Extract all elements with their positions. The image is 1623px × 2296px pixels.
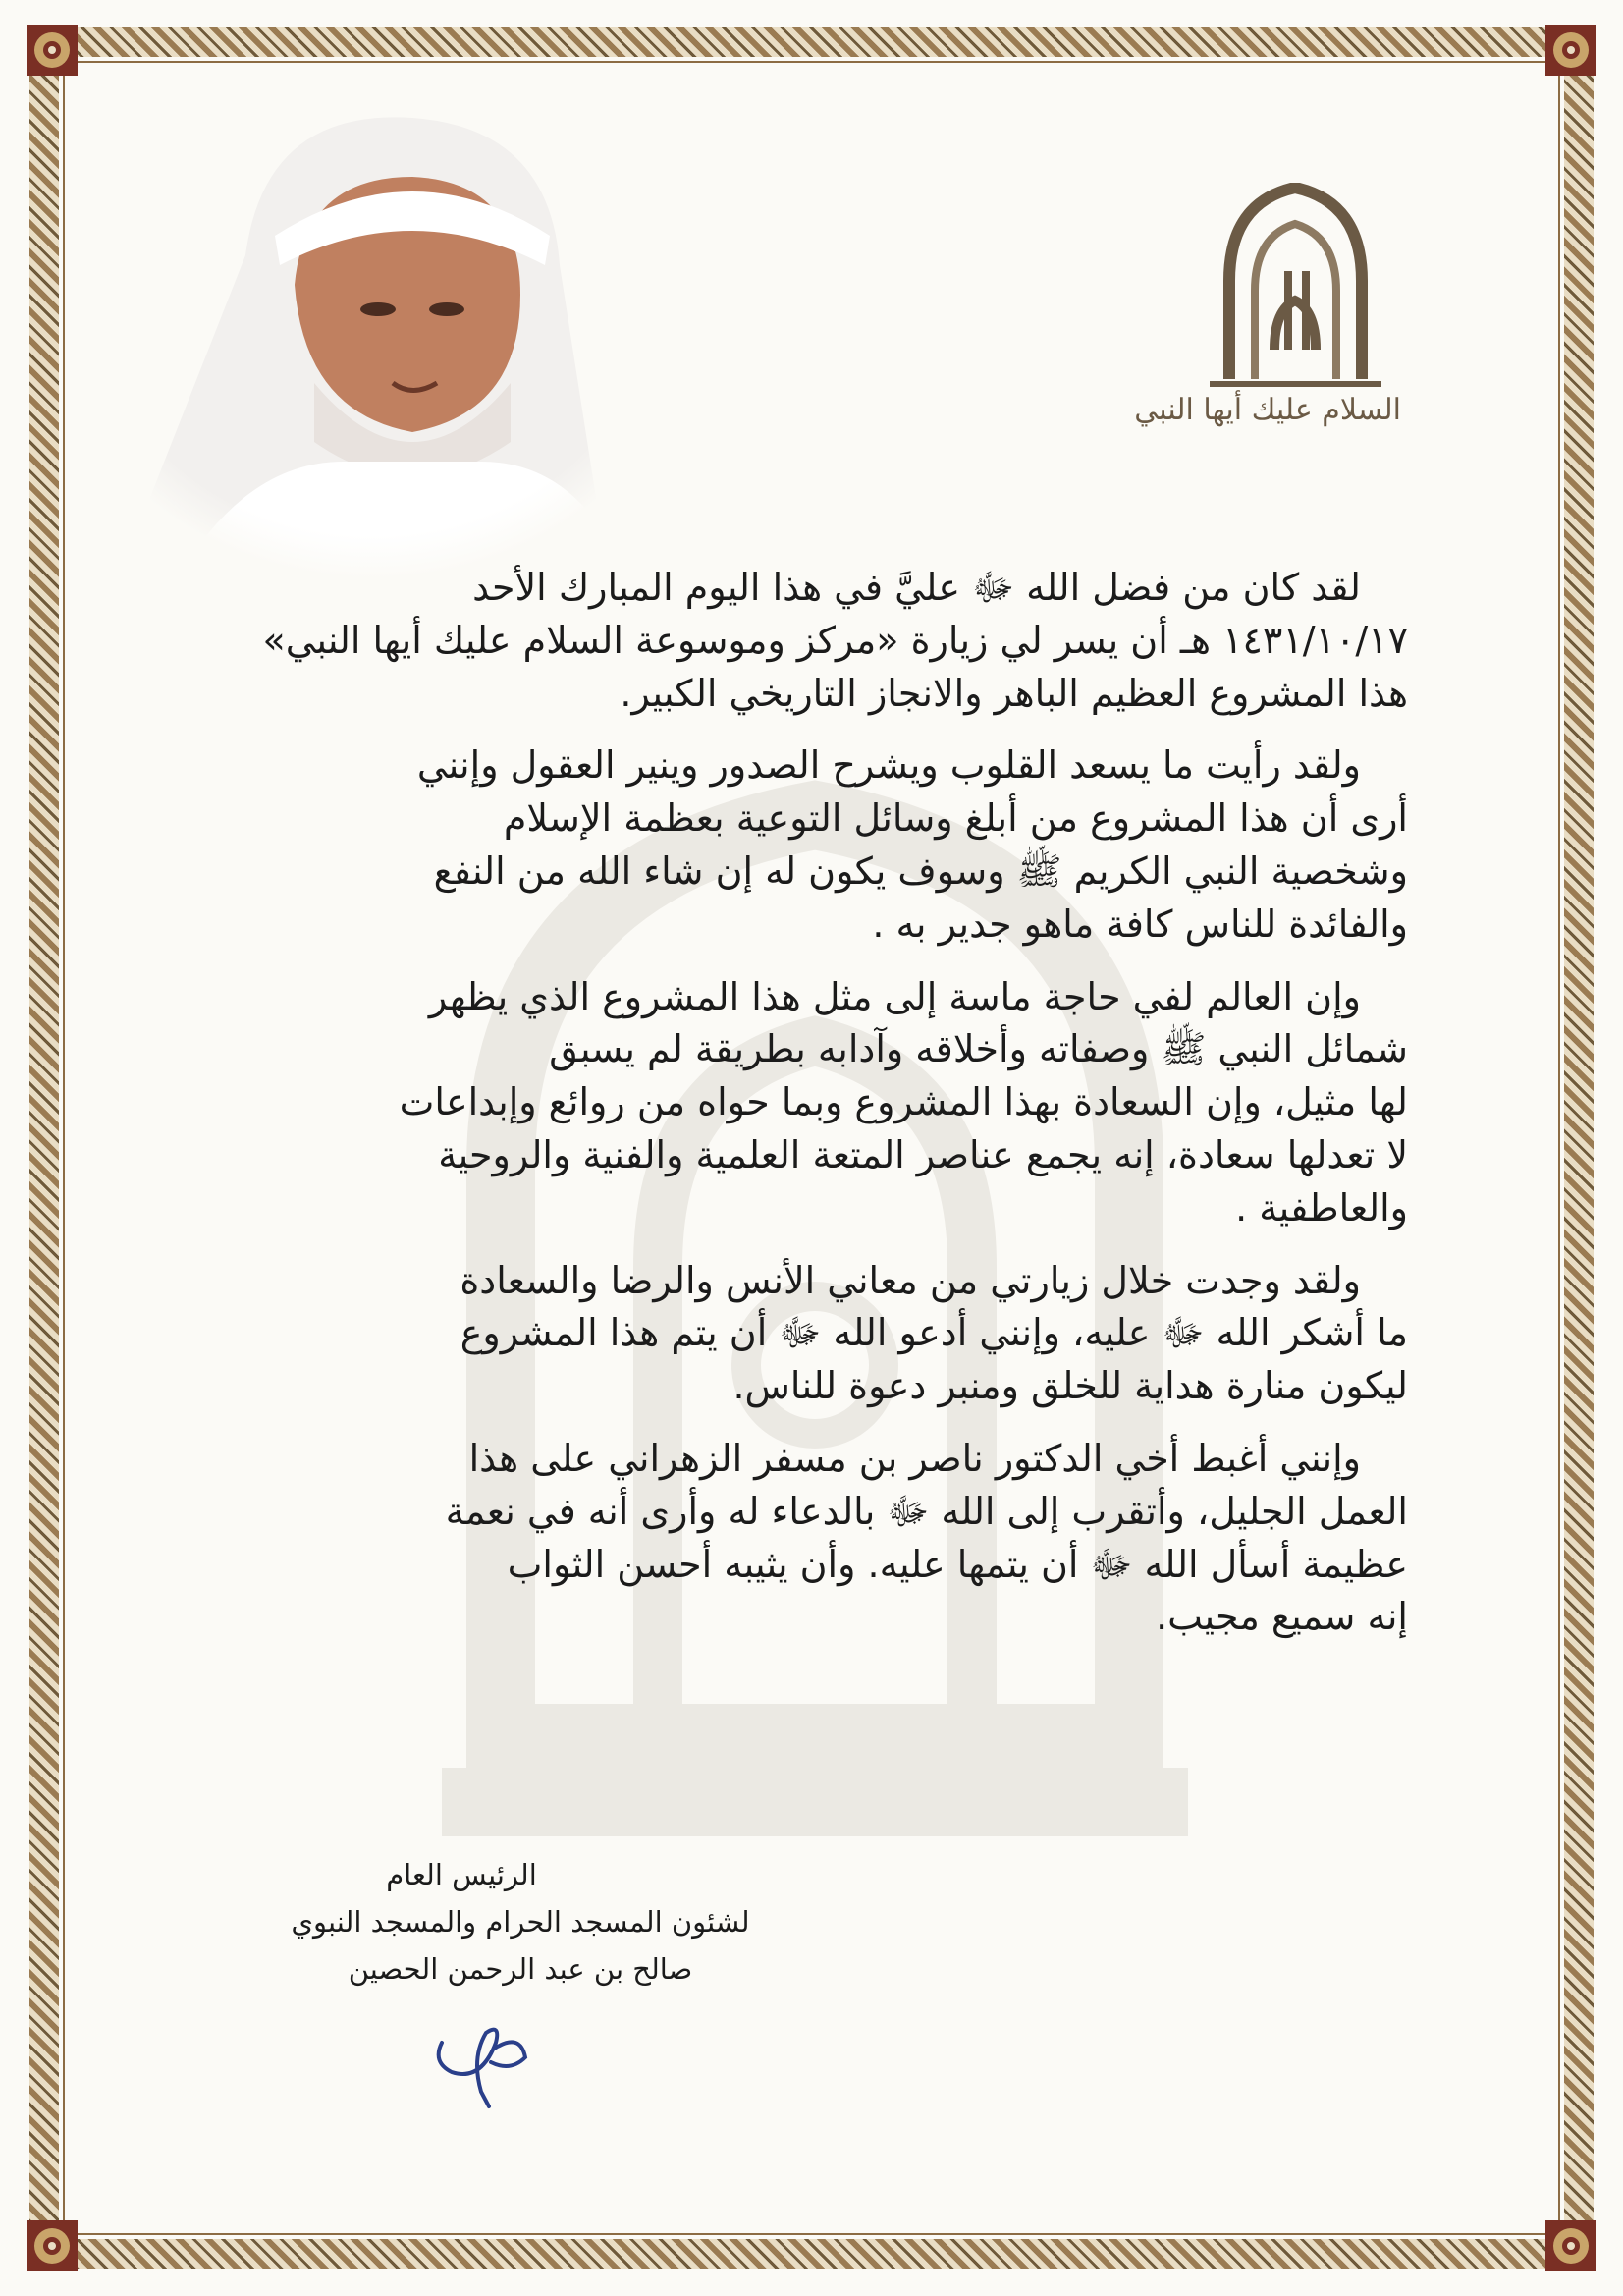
- text-line: لقد كان من فضل الله ﷻ عليَّ في هذا اليوم المبارك الأحد: [472, 566, 1361, 609]
- center-logo: [1134, 183, 1401, 463]
- signatory-title: الرئيس العام: [386, 1858, 537, 1891]
- paragraph-5: [208, 1433, 1408, 1644]
- corner-ornament-icon: [1542, 2217, 1599, 2274]
- text-line: إنه سميع مجيب.: [1156, 1595, 1408, 1639]
- text-line: ١٤٣١/١٠/١٧ هـ أن يسر لي زيارة «مركز وموسوعة السلام عليك أيها النبي»: [262, 618, 1408, 662]
- text-line: ولقد رأيت ما يسعد القلوب ويشرح الصدور وينير العقول وإنني: [416, 743, 1361, 788]
- signatory-office: لشئون المسجد الحرام والمسجد النبوي: [291, 1905, 750, 1939]
- text-line: والفائدة للناس كافة ماهو جدير به .: [872, 902, 1408, 946]
- paragraph-4: [208, 1255, 1408, 1413]
- letter-body: [208, 562, 1408, 1664]
- signatory-name: صالح بن عبد الرحمن الحصين: [348, 1952, 693, 1986]
- text-line: العمل الجليل، وأتقرب إلى الله ﷻ بالدعاء له وأرى أنه في نعمة: [445, 1489, 1408, 1533]
- corner-ornament-icon: [24, 22, 81, 79]
- text-line: ليكون منارة هداية للخلق ومنبر دعوة للناس.: [732, 1364, 1408, 1408]
- text-line: وإنني أغبط أخي الدكتور ناصر بن مسفر الزهراني على هذا: [468, 1436, 1361, 1480]
- text-line: ولقد وجدت خلال زيارتي من معاني الأنس والرضا والسعادة: [460, 1258, 1361, 1302]
- corner-ornament-icon: [24, 2217, 81, 2274]
- paragraph-2: [208, 739, 1408, 951]
- signature-block: [265, 1851, 776, 1993]
- text-line: أرى أن هذا المشروع من أبلغ وسائل التوعية بعظمة الإسلام: [503, 796, 1408, 841]
- text-line: لها مثيل، وإن السعادة بهذا المشروع وبما حواه من روائع وإبداعات: [399, 1080, 1408, 1124]
- paragraph-1: [208, 562, 1408, 720]
- portrait-photo: [98, 88, 648, 579]
- text-line: وإن العالم لفي حاجة ماسة إلى مثل هذا المشروع الذي يظهر: [428, 974, 1361, 1018]
- text-line: عظيمة أسأل الله ﷻ أن يتمها عليه. وأن يثيبه أحسن الثواب: [507, 1542, 1408, 1586]
- handwritten-signature: [412, 2003, 550, 2111]
- text-line: وشخصية النبي الكريم ﷺ وسوف يكون له إن شاء الله من النفع: [433, 848, 1408, 893]
- text-line: ما أشكر الله ﷻ عليه، وإنني أدعو الله ﷻ أن يتم هذا المشروع: [460, 1311, 1408, 1355]
- logo-caption: السلام عليك أيها النبي: [1134, 393, 1401, 427]
- text-line: والعاطفية .: [1235, 1185, 1408, 1230]
- corner-ornament-icon: [1542, 22, 1599, 79]
- arch-logo-icon: [1190, 183, 1401, 394]
- text-line: شمائل النبي ﷺ وصفاته وأخلاقه وآدابه بطريقة لم يسبق: [549, 1027, 1408, 1071]
- paragraph-3: [208, 971, 1408, 1235]
- text-line: هذا المشروع العظيم الباهر والانجاز التاريخي الكبير.: [620, 671, 1408, 715]
- text-line: لا تعدلها سعادة، إنه يجمع عناصر المتعة العلمية والفنية والروحية: [438, 1132, 1408, 1176]
